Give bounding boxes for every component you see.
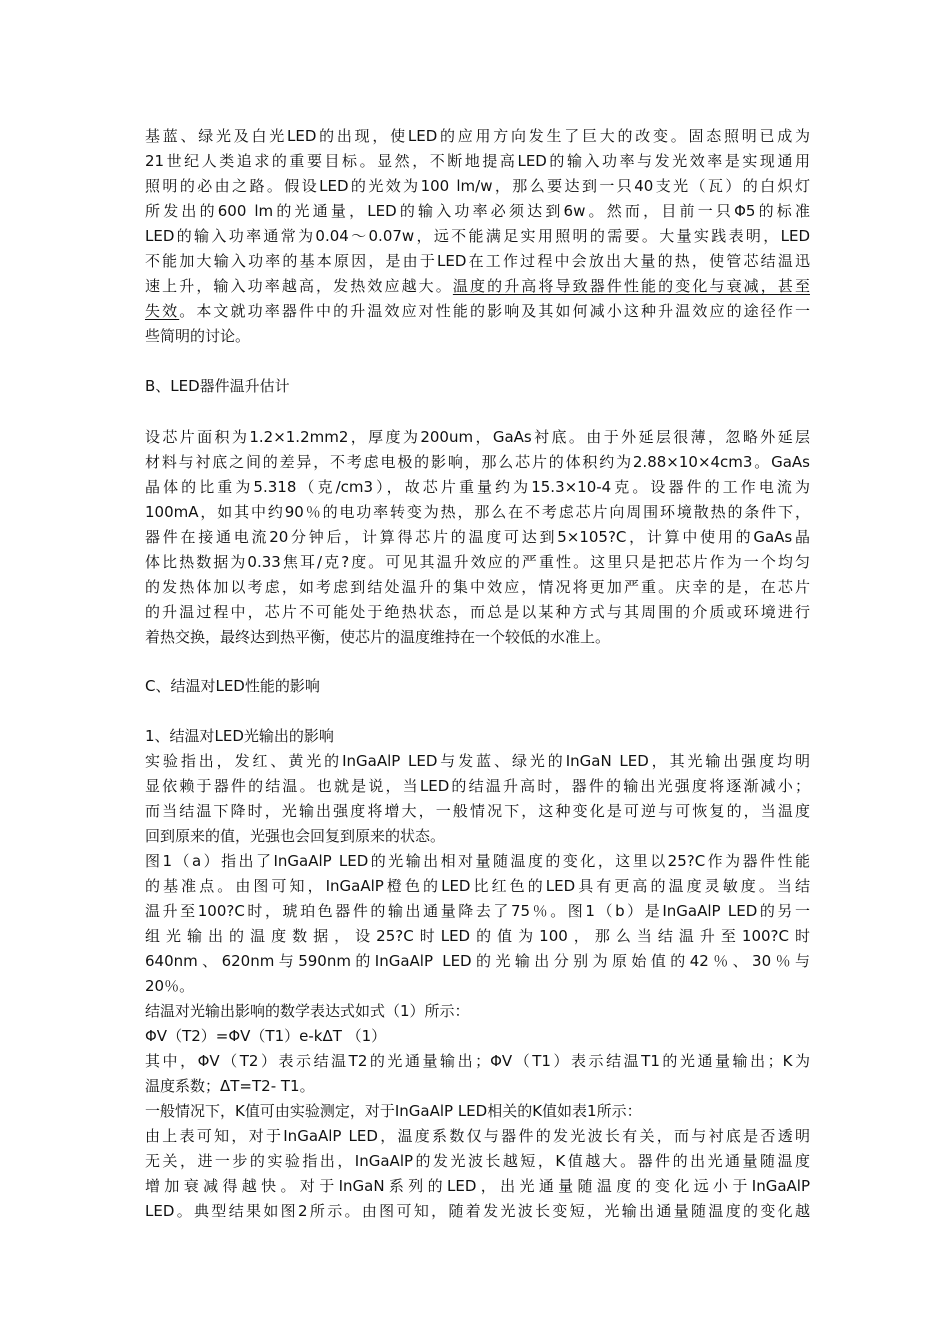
body-line: 体比热数据为0.33焦耳/克?度。可见其温升效应的严重性。这里只是把芯片作为一个均匀: [145, 553, 810, 571]
underlined-text: 失效: [145, 302, 180, 320]
intro-line: 21世纪人类追求的重要目标。显然，不断地提高LED的输入功率与发光效率是实现通用: [145, 152, 810, 170]
body-line: 设芯片面积为1.2×1.2mm2，厚度为200um，GaAs衬底。由于外延层很薄，忽略外延层: [145, 428, 810, 446]
intro-line: [145, 299, 810, 323]
body-line: 结温对光输出影响的数学表达式如式（1）所示：: [145, 1002, 470, 1020]
intro-line: 不能加大输入功率的基本原因，是由于LED在工作过程中会放出大量的热，使管芯结温迅: [145, 252, 810, 270]
body-line: 640nm、620nm与590nm的InGaAlP LED的光输出分别为原始值的42％、30％与: [145, 952, 810, 970]
intro-line: 些简明的讨论。: [145, 327, 251, 345]
intro-text: 。本文就功率器件中的升温效应对性能的影响及其如何减小这种升温效应的途径作一: [179, 302, 810, 320]
body-line: 晶体的比重为5.318（克/cm3），故芯片重量约为15.3×10-4克。设器件的工作电流为: [145, 478, 810, 496]
body-line: 实验指出，发红、黄光的InGaAlP LED与发蓝、绿光的InGaN LED，其光输出强度均明: [145, 752, 810, 770]
body-line: 100mA，如其中约90％的电功率转变为热，那么在不考虑芯片向周围环境散热的条件下，: [145, 503, 810, 521]
intro-text: 速上升，输入功率越高，发热效应越大。: [145, 277, 453, 295]
body-line: 无关，进一步的实验指出，InGaAlP的发光波长越短，K值越大。器件的出光通量随温度: [145, 1152, 810, 1170]
body-line: 温度系数；ΔT=T2- T1。: [145, 1077, 315, 1095]
body-line: 的发热体加以考虑，如考虑到结处温升的集中效应，情况将更加严重。庆幸的是，在芯片: [145, 578, 810, 596]
body-line: 显依赖于器件的结温。也就是说，当LED的结温升高时，器件的输出光强度将逐渐减小；: [145, 777, 810, 795]
intro-line: LED的输入功率通常为0.04～0.07w，远不能满足实用照明的需要。大量实践表明，LED: [145, 227, 810, 245]
underlined-text: 温度的升高将导致器件性能的变化与衰减，甚至: [452, 277, 810, 295]
body-line: 由上表可知，对于InGaAlP LED，温度系数仅与器件的发光波长有关，而与衬底是否透明: [145, 1127, 810, 1145]
intro-line: 所发出的600 lm的光通量，LED的输入功率必须达到6w。然而，目前一只Φ5的标准: [145, 202, 810, 220]
body-line: 一般情况下，K值可由实验测定，对于InGaAlP LED相关的K值如表1所示：: [145, 1102, 642, 1120]
body-line: 20％。: [145, 977, 195, 995]
body-line: 组光输出的温度数据，设25?C时LED的值为100，那么当结温升至100?C时: [145, 927, 810, 945]
body-line: 图1（a）指出了InGaAlP LED的光输出相对量随温度的变化，这里以25?C作为器件性能: [145, 852, 810, 870]
body-line: 其中，ΦV（T2）表示结温T2的光通量输出；ΦV（T1）表示结温T1的光通量输出；K为: [145, 1052, 810, 1070]
subsection-heading: 1、结温对LED光输出的影响: [145, 727, 334, 745]
intro-line: 照明的必由之路。假设LED的光效为100 lm/w，那么要达到一只40支光（瓦）的白炽灯: [145, 177, 810, 195]
intro-line: [145, 274, 810, 298]
body-line: 着热交换，最终达到热平衡，使芯片的温度维持在一个较低的水准上。: [145, 628, 611, 646]
body-line: 的升温过程中，芯片不可能处于绝热状态，而总是以某种方式与其周围的介质或环境进行: [145, 603, 810, 621]
body-line: 的基准点。由图可知，InGaAlP橙色的LED比红色的LED具有更高的温度灵敏度。当结: [145, 877, 810, 895]
body-line: 器件在接通电流20分钟后，计算得芯片的温度可达到5×105?C，计算中使用的GaAs晶: [145, 528, 810, 546]
body-line: 而当结温下降时，光输出强度将增大，一般情况下，这种变化是可逆与可恢复的，当温度: [145, 802, 810, 820]
body-line: 回到原来的值，光强也会回复到原来的状态。: [145, 827, 446, 845]
section-heading: B、LED器件温升估计: [145, 377, 290, 395]
body-line: 温升至100?C时，琥珀色器件的输出通量降去了75％。图1（b）是InGaAlP LED的另一: [145, 902, 810, 920]
body-line: 材料与衬底之间的差异，不考虑电极的影响，那么芯片的体积约为2.88×10×4cm3。GaAs: [145, 453, 810, 471]
body-line: LED。典型结果如图2所示。由图可知，随着发光波长变短，光输出通量随温度的变化越: [145, 1202, 810, 1220]
intro-line: 基蓝、绿光及白光LED的出现，使LED的应用方向发生了巨大的改变。固态照明已成为: [145, 127, 810, 145]
section-heading: C、结温对LED性能的影响: [145, 677, 320, 695]
body-line: 增加衰减得越快。对于InGaN系列的LED，出光通量随温度的变化远小于InGaAlP: [145, 1177, 810, 1195]
formula-line: ΦV（T2）=ΦV（T1）e-kΔT （1）: [145, 1027, 387, 1045]
